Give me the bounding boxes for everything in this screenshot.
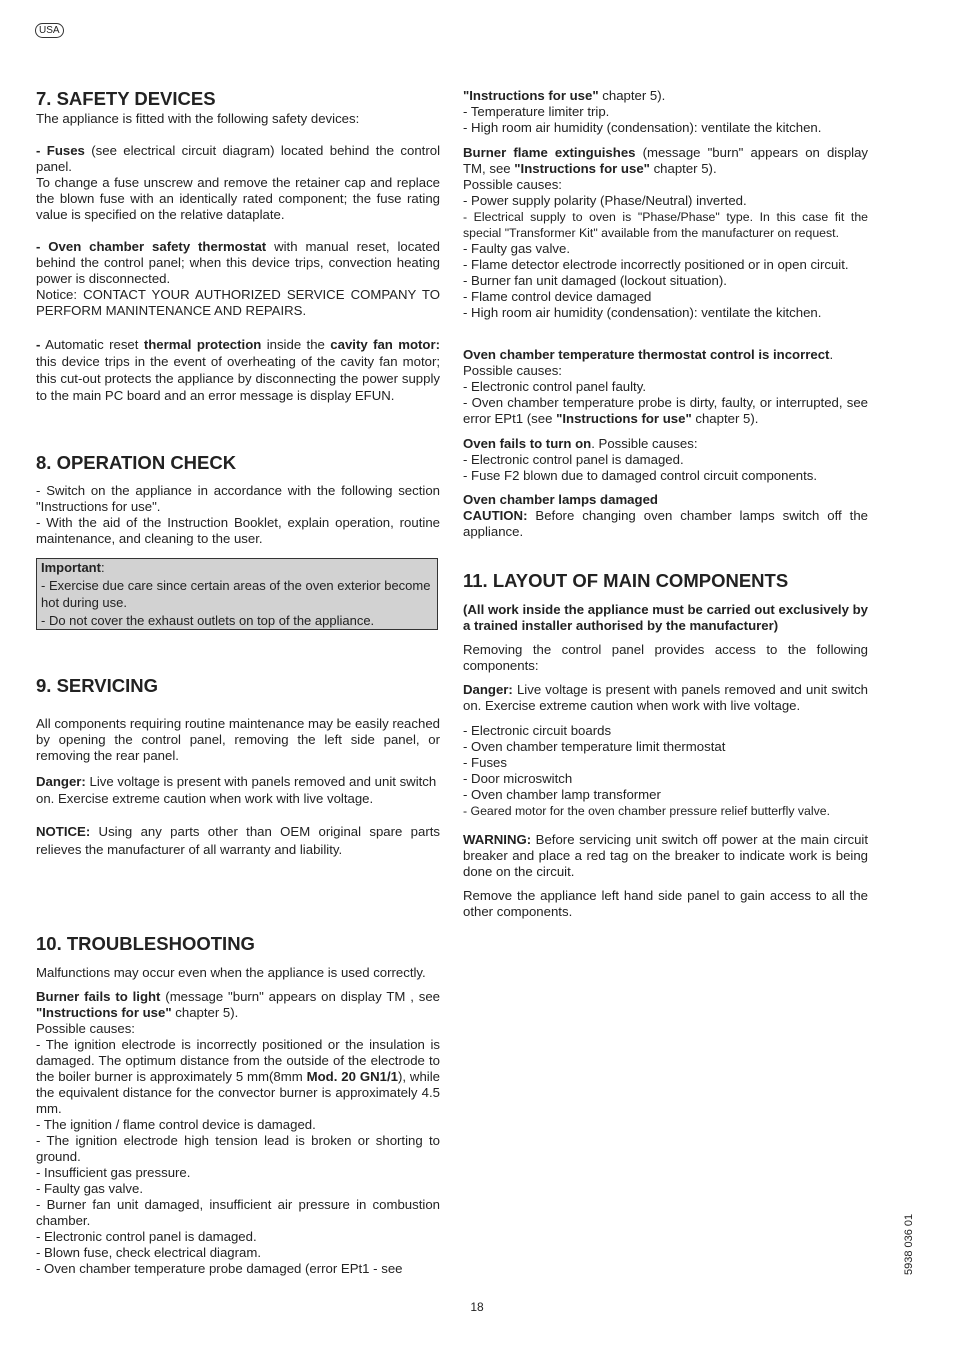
cause-1-b: ), while the equivalent distance for the convector burner is approximately 4.5 mm. bbox=[36, 1069, 440, 1116]
document-code-text: 5938 036 01 bbox=[903, 1213, 915, 1275]
thermostat-cause-1: - Electronic control panel faulty. bbox=[463, 379, 647, 394]
important-colon: : bbox=[100, 560, 105, 575]
servicing-paragraph: All components requiring routine maintenance may be easily reached by opening the control panel, removing the left side panel, or removing the rear panel. bbox=[36, 716, 440, 763]
section-title-operation-check: 8. OPERATION CHECK bbox=[36, 452, 237, 473]
layout-last-paragraph: Remove the appliance left hand side panel to gain access to all the other components. bbox=[463, 888, 868, 919]
region-badge: USA bbox=[35, 23, 64, 38]
burner-fails-possible: Possible causes: bbox=[36, 1021, 135, 1036]
component-item: - Electronic circuit boards bbox=[463, 723, 612, 738]
auto-text-1: Automatic reset bbox=[40, 337, 144, 352]
auto-text-3: this device trips in the event of overheating of the cavity fan motor; this cut-out protects the appliance by disconnecting the power supply to the main PC board and an error message is display EFUN. bbox=[36, 354, 440, 403]
lamps-block bbox=[463, 492, 868, 540]
auto-text-2: inside the bbox=[261, 337, 331, 352]
flame-cause-2: - Electrical supply to oven is "Phase/Phase" type. In this case fit the special "Transformer Kit" available from the manufacturer on request. bbox=[463, 210, 868, 240]
layout-paragraph: Removing the control panel provides access to the following components: bbox=[463, 642, 868, 673]
flame-extinguishes-label: Burner flame extinguishes bbox=[463, 145, 636, 160]
section-title-servicing: 9. SERVICING bbox=[36, 675, 159, 696]
thermostat-block bbox=[36, 239, 440, 319]
component-item: - Fuses bbox=[463, 755, 507, 770]
layout-warning-label: WARNING: bbox=[463, 832, 532, 847]
continued-ref: "Instructions for use" bbox=[463, 88, 599, 103]
component-item: - Oven chamber lamp transformer bbox=[463, 787, 661, 802]
lamps-label: Oven chamber lamps damaged bbox=[463, 492, 658, 507]
component-item: - Geared motor for the oven chamber pressure relief butterfly valve. bbox=[463, 804, 831, 818]
fuses-label: Fuses bbox=[46, 143, 85, 158]
thermostat-cause-2: - Oven chamber temperature probe is dirty, faulty, or interrupted, see error EPt1 (see bbox=[463, 395, 868, 426]
cause-11: - High room air humidity (condensation): ventilate the kitchen. bbox=[463, 120, 822, 135]
troubleshooting-intro: Malfunctions may occur even when the appliance is used correctly. bbox=[36, 965, 426, 980]
servicing-notice-text: Using any parts other than OEM original spare parts relieves the manufacturer of all warranty and liability. bbox=[36, 824, 440, 857]
important-box bbox=[36, 558, 438, 630]
page-number: 18 bbox=[470, 1300, 484, 1314]
component-item: - Door microswitch bbox=[463, 771, 573, 786]
thermostat-control-block bbox=[463, 347, 868, 427]
flame-extinguishes-ref: "Instructions for use" bbox=[514, 161, 650, 176]
cause-9: - Oven chamber temperature probe damaged (error EPt1 - see bbox=[36, 1261, 403, 1276]
servicing-notice-label: NOTICE: bbox=[36, 824, 91, 839]
cavity-fan-motor-label: cavity fan motor: bbox=[330, 337, 440, 352]
flame-extinguishes-text-2: chapter 5). bbox=[649, 161, 717, 176]
important-label: Important bbox=[41, 560, 101, 575]
servicing-notice bbox=[36, 823, 440, 859]
cause-1-model: Mod. 20 GN1/1 bbox=[306, 1069, 398, 1084]
section-title-troubleshooting: 10. TROUBLESHOOTING bbox=[36, 933, 255, 954]
section-title-layout: 11. LAYOUT OF MAIN COMPONENTS bbox=[463, 570, 789, 591]
caution-label: CAUTION: bbox=[463, 508, 528, 523]
flame-possible: Possible causes: bbox=[463, 177, 562, 192]
burner-fails-continued bbox=[463, 88, 868, 136]
cause-2: - The ignition / flame control device is damaged. bbox=[36, 1117, 316, 1132]
burner-fails-label: Burner fails to light bbox=[36, 989, 161, 1004]
important-item-1: - Exercise due care since certain areas of the oven exterior become hot during use. bbox=[41, 577, 431, 610]
thermostat-control-dot: . bbox=[829, 347, 834, 362]
thermostat-possible: Possible causes: bbox=[463, 363, 562, 378]
flame-extinguishes-text: (message "burn" appears on display TM, see bbox=[463, 145, 869, 176]
flame-cause-4: - Flame detector electrode incorrectly positioned or in open circuit. bbox=[463, 257, 849, 272]
component-item: - Oven chamber temperature limit thermostat bbox=[463, 739, 726, 754]
thermal-protection-label: thermal protection bbox=[143, 337, 262, 352]
burner-fails-text-2: chapter 5). bbox=[171, 1005, 239, 1020]
service-notice: Notice: CONTACT YOUR AUTHORIZED SERVICE COMPANY TO PERFORM MANINTENANCE AND REPAIRS. bbox=[36, 287, 440, 318]
cause-4: - Insufficient gas pressure. bbox=[36, 1165, 191, 1180]
cause-3: - The ignition electrode high tension lead is broken or shorting to ground. bbox=[36, 1133, 440, 1164]
flame-cause-3: - Faulty gas valve. bbox=[463, 241, 571, 256]
burner-fails-text: (message "burn" appears on display TM , see bbox=[160, 989, 441, 1004]
flame-cause-1: - Power supply polarity (Phase/Neutral) inverted. bbox=[463, 193, 747, 208]
cause-1: - The ignition electrode is incorrectly positioned or the insulation is damaged. The optimum distance from the outside of the electrode to the boiler burner is approximately 5 mm(8mm bbox=[36, 1037, 440, 1084]
cause-6: - Burner fan unit damaged, insufficient air pressure in combustion chamber. bbox=[36, 1197, 440, 1228]
fuses-dash: - bbox=[36, 143, 47, 158]
layout-warning-text: Before servicing unit switch off power at the main circuit breaker and place a red tag on the breaker to indicate work is being done on the circuit. bbox=[463, 832, 868, 879]
flame-cause-5: - Burner fan unit damaged (lockout situation). bbox=[463, 273, 727, 288]
document-code bbox=[902, 1205, 916, 1275]
fuses-text-2: To change a fuse unscrew and remove the retainer cap and replace the blown fuse with an identically rated component; the fuse rating value is specified on the relative dataplate. bbox=[36, 175, 440, 222]
cause-8: - Blown fuse, check electrical diagram. bbox=[36, 1245, 262, 1260]
components-list bbox=[463, 723, 868, 819]
flame-cause-7: - High room air humidity (condensation): ventilate the kitchen. bbox=[463, 305, 822, 320]
flame-cause-6: - Flame control device damaged bbox=[463, 289, 652, 304]
servicing-danger-label: Danger: bbox=[36, 774, 86, 789]
servicing-danger bbox=[36, 773, 440, 807]
layout-note: (All work inside the appliance must be carried out exclusively by a trained installer authorised by the manufacturer) bbox=[463, 602, 868, 633]
operation-item-1: - Switch on the appliance in accordance with the following section "Instructions for use". bbox=[36, 483, 440, 514]
thermostat-cause-2-ref: "Instructions for use" bbox=[556, 411, 692, 426]
thermostat-control-label: Oven chamber temperature thermostat control is incorrect bbox=[463, 347, 830, 362]
caution-text: Before changing oven chamber lamps switch off the appliance. bbox=[463, 508, 868, 539]
fuses-block bbox=[36, 143, 440, 223]
cause-7: - Electronic control panel is damaged. bbox=[36, 1229, 257, 1244]
thermostat-text: with manual reset, located behind the control panel; when this device trips, convection heating power is disconnected. bbox=[36, 239, 440, 286]
layout-danger-text: Live voltage is present with panels removed and unit switch on. Exercise extreme caution when work with live voltage. bbox=[463, 682, 868, 713]
oven-fails-cause-1: - Electronic control panel is damaged. bbox=[463, 452, 684, 467]
layout-danger bbox=[463, 682, 868, 714]
fuses-text: (see electrical circuit diagram) located behind the control panel. bbox=[36, 143, 441, 174]
layout-danger-label: Danger: bbox=[463, 682, 513, 697]
oven-fails-text: . Possible causes: bbox=[591, 436, 698, 451]
section-title-safety-devices: 7. SAFETY DEVICES bbox=[36, 88, 216, 109]
cause-10: - Temperature limiter trip. bbox=[463, 104, 610, 119]
important-item-2: - Do not cover the exhaust outlets on top of the appliance. bbox=[41, 612, 375, 628]
continued-text: chapter 5). bbox=[598, 88, 666, 103]
operation-item-2: - With the aid of the Instruction Booklet, explain operation, routine maintenance, and cleaning to the user. bbox=[36, 515, 440, 546]
burner-fails-block bbox=[36, 989, 440, 1277]
safety-intro: The appliance is fitted with the following safety devices: bbox=[36, 111, 360, 126]
layout-warning bbox=[463, 832, 868, 880]
thermostat-label: - Oven chamber safety thermostat bbox=[36, 239, 267, 254]
thermostat-cause-2-b: chapter 5). bbox=[691, 411, 759, 426]
oven-fails-label: Oven fails to turn on bbox=[463, 436, 592, 451]
oven-fails-cause-2: - Fuse F2 blown due to damaged control circuit components. bbox=[463, 468, 818, 483]
servicing-danger-text: Live voltage is present with panels removed and unit switch on. Exercise extreme caution when work with live voltage. bbox=[36, 774, 437, 806]
flame-extinguishes-block bbox=[463, 145, 868, 321]
auto-dash: - bbox=[36, 337, 41, 352]
cause-5: - Faulty gas valve. bbox=[36, 1181, 144, 1196]
operation-check-list bbox=[36, 483, 440, 547]
oven-fails-block bbox=[463, 436, 868, 484]
burner-fails-ref: "Instructions for use" bbox=[36, 1005, 172, 1020]
thermal-protection-block bbox=[36, 336, 440, 404]
